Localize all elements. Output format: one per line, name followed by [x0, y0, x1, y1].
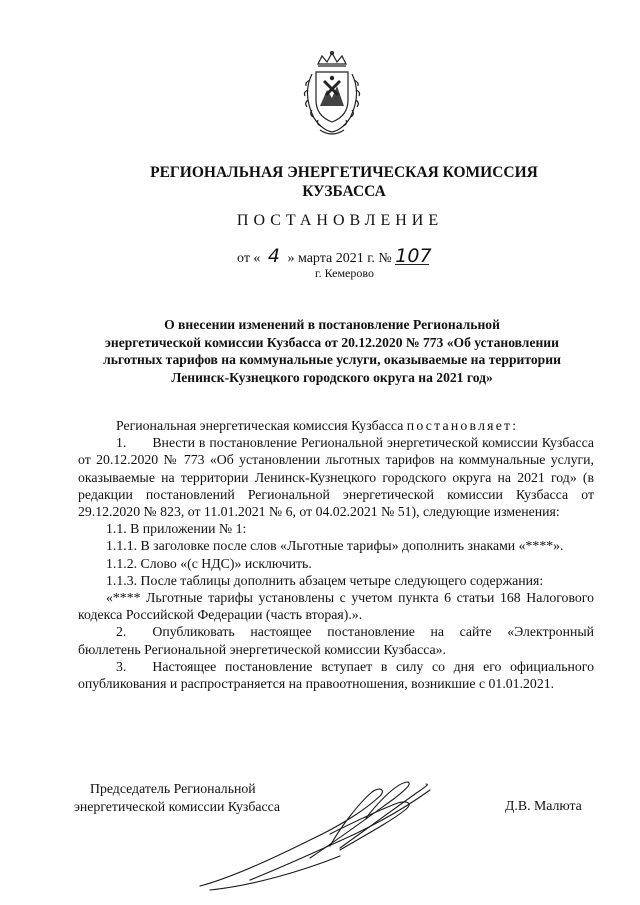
paragraph-number: 1.: [116, 435, 127, 451]
paragraph-1-1: 1.1. В приложении № 1:: [106, 521, 247, 537]
date-line: [237, 245, 432, 267]
position-line-1: Председатель Региональной: [90, 781, 256, 796]
city: г. Кемерово: [315, 266, 374, 280]
kuzbass-coat-of-arms-icon: [296, 50, 368, 140]
paragraph-1-1-2: 1.1.2. Слово «(с НДС)» исключить.: [106, 555, 312, 571]
date-day-handwritten: 4: [267, 245, 280, 267]
document-type: ПОСТАНОВЛЕНИЕ: [236, 212, 444, 229]
organization-heading: [0, 163, 640, 201]
paragraph-number: 2.: [116, 624, 127, 640]
org-name-line-1: РЕГИОНАЛЬНАЯ ЭНЕРГЕТИЧЕСКАЯ КОМИССИЯ: [150, 164, 538, 181]
subject-line: Ленинск-Кузнецкого городского округа на 2021 год»: [171, 369, 493, 385]
position-line-2: энергетической комиссии Кузбасса: [74, 799, 281, 814]
date-suffix: » марта 2021 г. №: [287, 251, 392, 266]
paragraph-1-1-3-quote: «**** Льготные тарифы установлены с учетом пункта 6 статьи 168 Налогового кодекса Российской Федерации (часть вторая).».: [78, 590, 594, 623]
paragraph-2: [78, 623, 594, 657]
document-body: [78, 417, 594, 692]
intro-verb: постановляет:: [406, 418, 519, 433]
paragraph-text: Внести в постановление Региональной энергетической комиссии Кузбасса от 20.12.2020 № 773 «Об установлении льготных тарифов на коммунальные услуги, оказываемые на территории Ленинск-Кузнецкого городского округа на 2021 год» (в редакции постановлений Региональной энергетической комиссии Кузбасса от 29.12.2020 № 823, от 11.01.2021 № 6, от 04.02.2021 № 51), следующие изменения:: [78, 435, 594, 520]
org-name-line-2: КУЗБАССА: [302, 183, 386, 200]
intro-paragraph: [78, 417, 594, 434]
document-subject: [72, 316, 592, 386]
paragraph-text: Настоящее постановление вступает в силу со дня его официального опубликования и распространяется на правоотношения, возникшие с 01.01.2021.: [78, 658, 594, 692]
paragraph-number: 3.: [116, 658, 127, 674]
subject-line: О внесении изменений в постановление Региональной: [164, 317, 500, 332]
paragraph-3: [78, 658, 594, 692]
paragraph-1: [78, 434, 594, 520]
date-prefix: от «: [237, 251, 261, 266]
signatory-name: Д.В. Малюта: [505, 798, 582, 813]
subject-line: льготных тарифов на коммунальные услуги, оказываемые на территории: [103, 352, 561, 367]
intro-text: Региональная энергетическая комиссия Кузбасса: [116, 418, 404, 433]
paragraph-text: Опубликовать настоящее постановление на сайте «Электронный бюллетень Региональной энергетической комиссии Кузбасса».: [78, 624, 594, 657]
subject-line: энергетической комиссии Кузбасса от 20.12.2020 № 773 «Об установлении: [105, 334, 559, 350]
paragraph-1-1-3: 1.1.3. После таблицы дополнить абзацем четыре следующего содержания:: [106, 572, 544, 588]
handwritten-signature-icon: [190, 768, 490, 898]
document-number-handwritten: 107: [395, 245, 432, 267]
paragraph-1-1-1: 1.1.1. В заголовке после слов «Льготные тарифы» дополнить знаками «****».: [106, 538, 564, 554]
